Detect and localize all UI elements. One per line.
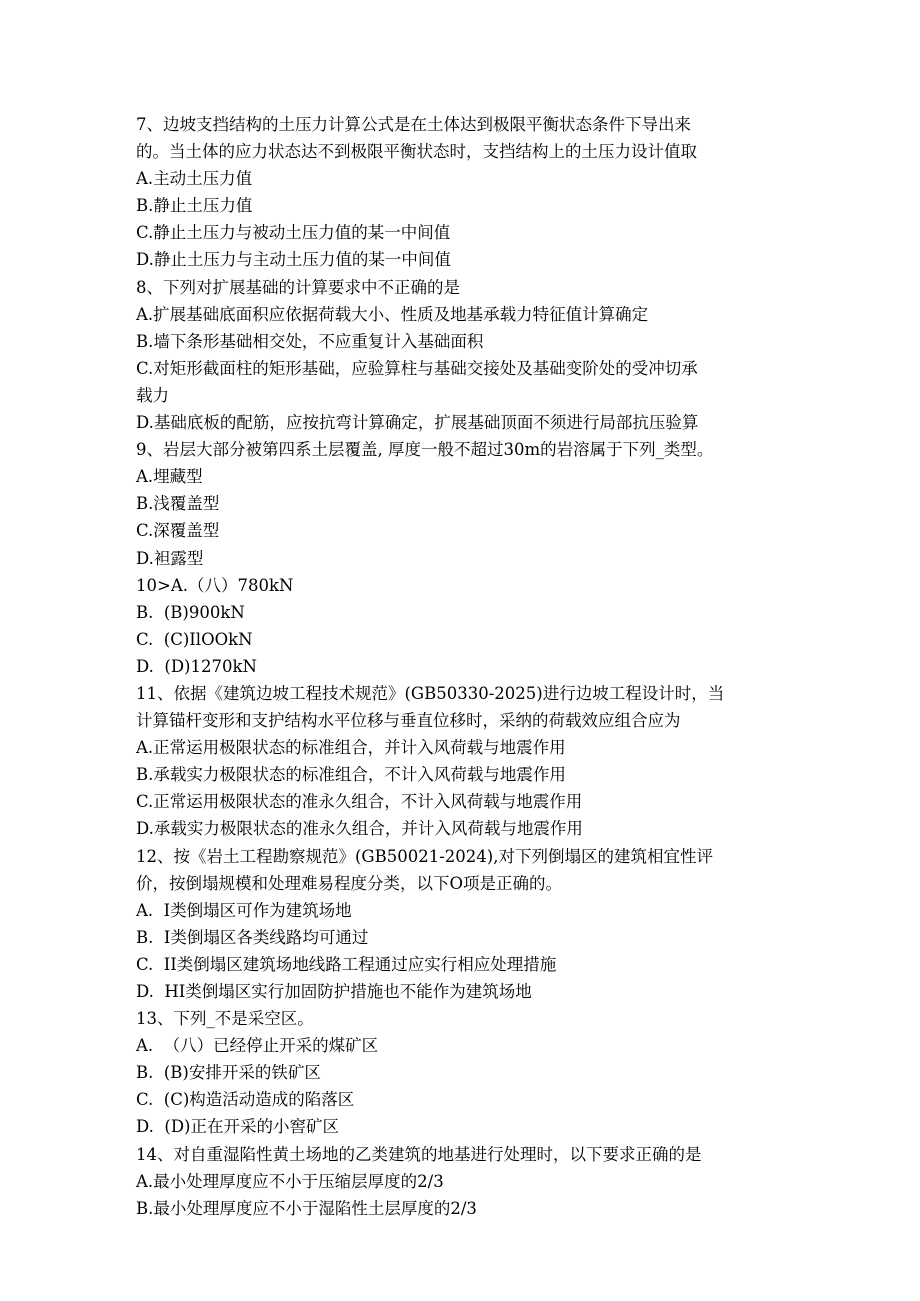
q7-stem-line-2: 的。当土体的应力状态达不到极限平衡状态时，支挡结构上的土压力设计值取 <box>136 142 697 162</box>
q8-option-c-line-1: C.对矩形截面柱的矩形基础，应验算柱与基础交接处及基础变阶处的受冲切承 <box>136 358 698 378</box>
q12-option-b: B. I类倒塌区各类线路均可通过 <box>136 927 369 947</box>
document-body <box>136 111 776 1222</box>
q12-stem-line-2: 价，按倒塌规模和处理难易程度分类，以下O项是正确的。 <box>136 873 563 893</box>
q11-option-d: D.承载实力极限状态的准永久组合，并计入风荷载与地震作用 <box>136 819 583 839</box>
q7-stem-line-1: 7、边坡支挡结构的土压力计算公式是在土体达到极限平衡状态条件下导出来 <box>136 115 691 134</box>
q12-option-d: D. HI类倒塌区实行加固防护措施也不能作为建筑场地 <box>136 982 532 1001</box>
q12-stem-line-1: 12、按《岩土工程勘察规范》(GB50021-2024),对下列倒塌区的建筑相宜性评 <box>136 846 713 866</box>
q8-option-d: D.基础底板的配筋，应按抗弯计算确定，扩展基础顶面不须进行局部抗压验算 <box>136 413 699 433</box>
q11-stem-line-1: 11、依据《建筑边坡工程技术规范》(GB50330-2025)进行边坡工程设计时，当 <box>136 683 725 703</box>
q12-option-a: A. I类倒塌区可作为建筑场地 <box>136 900 352 920</box>
q11-stem-line-2: 计算锚杆变形和支护结构水平位移与垂直位移时，采纳的荷载效应组合应为 <box>136 711 681 731</box>
q7-option-b: B.静止土压力值 <box>136 196 253 216</box>
q8-stem: 8、下列对扩展基础的计算要求中不正确的是 <box>136 277 460 297</box>
q11-option-b: B.承载实力极限状态的标准组合，不计入风荷载与地震作用 <box>136 765 566 785</box>
q8-option-b: B.墙下条形基础相交处，不应重复计入基础面积 <box>136 331 484 351</box>
q9-option-d: D.袒露型 <box>136 548 204 568</box>
q8-option-c-line-2: 载力 <box>136 385 169 405</box>
q13-option-a: A. （八）已经停止开采的煤矿区 <box>136 1036 379 1056</box>
q9-stem: 9、岩层大部分被第四系土层覆盖, 厚度一般不超过30m的岩溶属于下列_类型。 <box>136 440 714 460</box>
q9-option-a: A.埋藏型 <box>136 467 203 487</box>
q10-option-c: C. (C)IlOOkN <box>136 629 253 649</box>
q9-option-b: B.浅覆盖型 <box>136 494 220 514</box>
q13-option-b: B. (B)安排开采的铁矿区 <box>136 1063 321 1083</box>
q14-stem: 14、对自重湿陷性黄土场地的乙类建筑的地基进行处理时，以下要求正确的是 <box>136 1144 702 1164</box>
q13-stem: 13、下列_不是采空区。 <box>136 1009 314 1029</box>
q14-option-a: A.最小处理厚度应不小于压缩层厚度的2/3 <box>136 1171 444 1191</box>
q12-option-c: C. II类倒塌区建筑场地线路工程通过应实行相应处理措施 <box>136 954 557 974</box>
q11-option-c: C.正常运用极限状态的准永久组合，不计入风荷载与地震作用 <box>136 792 583 812</box>
q10-option-d: D. (D)1270kN <box>136 656 257 676</box>
q7-option-d: D.静止土压力与主动土压力值的某一中间值 <box>136 250 451 270</box>
q9-option-c: C.深覆盖型 <box>136 521 220 541</box>
q13-option-c: C. (C)构造活动造成的陷落区 <box>136 1090 355 1110</box>
q7-option-c: C.静止土压力与被动土压力值的某一中间值 <box>136 223 451 243</box>
q11-option-a: A.正常运用极限状态的标准组合，并计入风荷载与地震作用 <box>136 738 566 758</box>
q10-option-b: B. (B)900kN <box>136 602 245 622</box>
q10-option-a: 10>A.（八）780kN <box>136 575 294 595</box>
q7-option-a: A.主动土压力值 <box>136 169 253 189</box>
q8-option-a: A.扩展基础底面积应依据荷载大小、性质及地基承载力特征值计算确定 <box>136 304 649 324</box>
q13-option-d: D. (D)正在开采的小窖矿区 <box>136 1117 339 1137</box>
q14-option-b: B.最小处理厚度应不小于湿陷性土层厚度的2/3 <box>136 1198 477 1218</box>
